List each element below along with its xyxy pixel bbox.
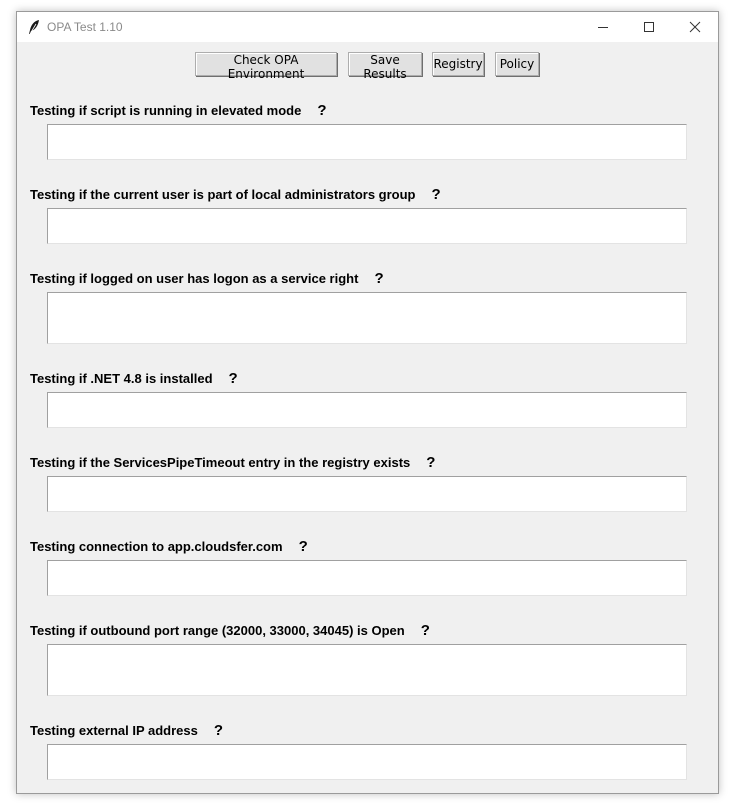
test-label-port-range: Testing if outbound port range (32000, 33000, 34045) is Open ? (30, 622, 430, 639)
test-label-logon-service: Testing if logged on user has logon as a service right ? (30, 270, 384, 287)
help-icon[interactable]: ? (426, 454, 436, 471)
check-environment-button[interactable]: Check OPA Environment (195, 52, 337, 76)
result-box-port-range[interactable] (47, 644, 687, 696)
help-icon[interactable]: ? (228, 370, 238, 387)
close-icon (689, 21, 701, 33)
minimize-icon (597, 21, 609, 33)
policy-button[interactable]: Policy (495, 52, 539, 76)
registry-button[interactable]: Registry (432, 52, 484, 76)
maximize-icon (643, 21, 655, 33)
feather-icon (27, 19, 41, 35)
test-label-connection: Testing connection to app.cloudsfer.com ? (30, 538, 308, 555)
window-title: OPA Test 1.10 (47, 20, 123, 34)
result-box-pipe-timeout[interactable] (47, 476, 687, 512)
help-icon[interactable]: ? (213, 722, 224, 739)
test-label-pipe-timeout: Testing if the ServicesPipeTimeout entry in the registry exists ? (30, 454, 436, 471)
help-icon[interactable]: ? (420, 622, 430, 639)
save-results-button[interactable]: Save Results (348, 52, 422, 76)
result-box-admin-group[interactable] (47, 208, 687, 244)
maximize-button[interactable] (626, 12, 672, 42)
help-icon[interactable]: ? (431, 186, 441, 203)
title-bar[interactable] (17, 12, 718, 42)
result-box-logon-service[interactable] (47, 292, 687, 344)
result-box-elevated[interactable] (47, 124, 687, 160)
close-button[interactable] (672, 12, 718, 42)
test-label-admin-group: Testing if the current user is part of local administrators group ? (30, 186, 441, 203)
result-box-dotnet[interactable] (47, 392, 687, 428)
help-icon[interactable]: ? (298, 538, 308, 555)
test-label-dotnet: Testing if .NET 4.8 is installed ? (30, 370, 238, 387)
result-box-connection[interactable] (47, 560, 687, 596)
result-box-external-ip[interactable] (47, 744, 687, 780)
test-label-elevated: Testing if script is running in elevated mode ? (30, 102, 327, 119)
minimize-button[interactable] (580, 12, 626, 42)
app-window (16, 11, 719, 794)
toolbar (17, 52, 718, 80)
help-icon[interactable]: ? (317, 102, 327, 119)
test-label-external-ip: Testing external IP address ? (30, 722, 224, 739)
help-icon[interactable]: ? (374, 270, 384, 287)
